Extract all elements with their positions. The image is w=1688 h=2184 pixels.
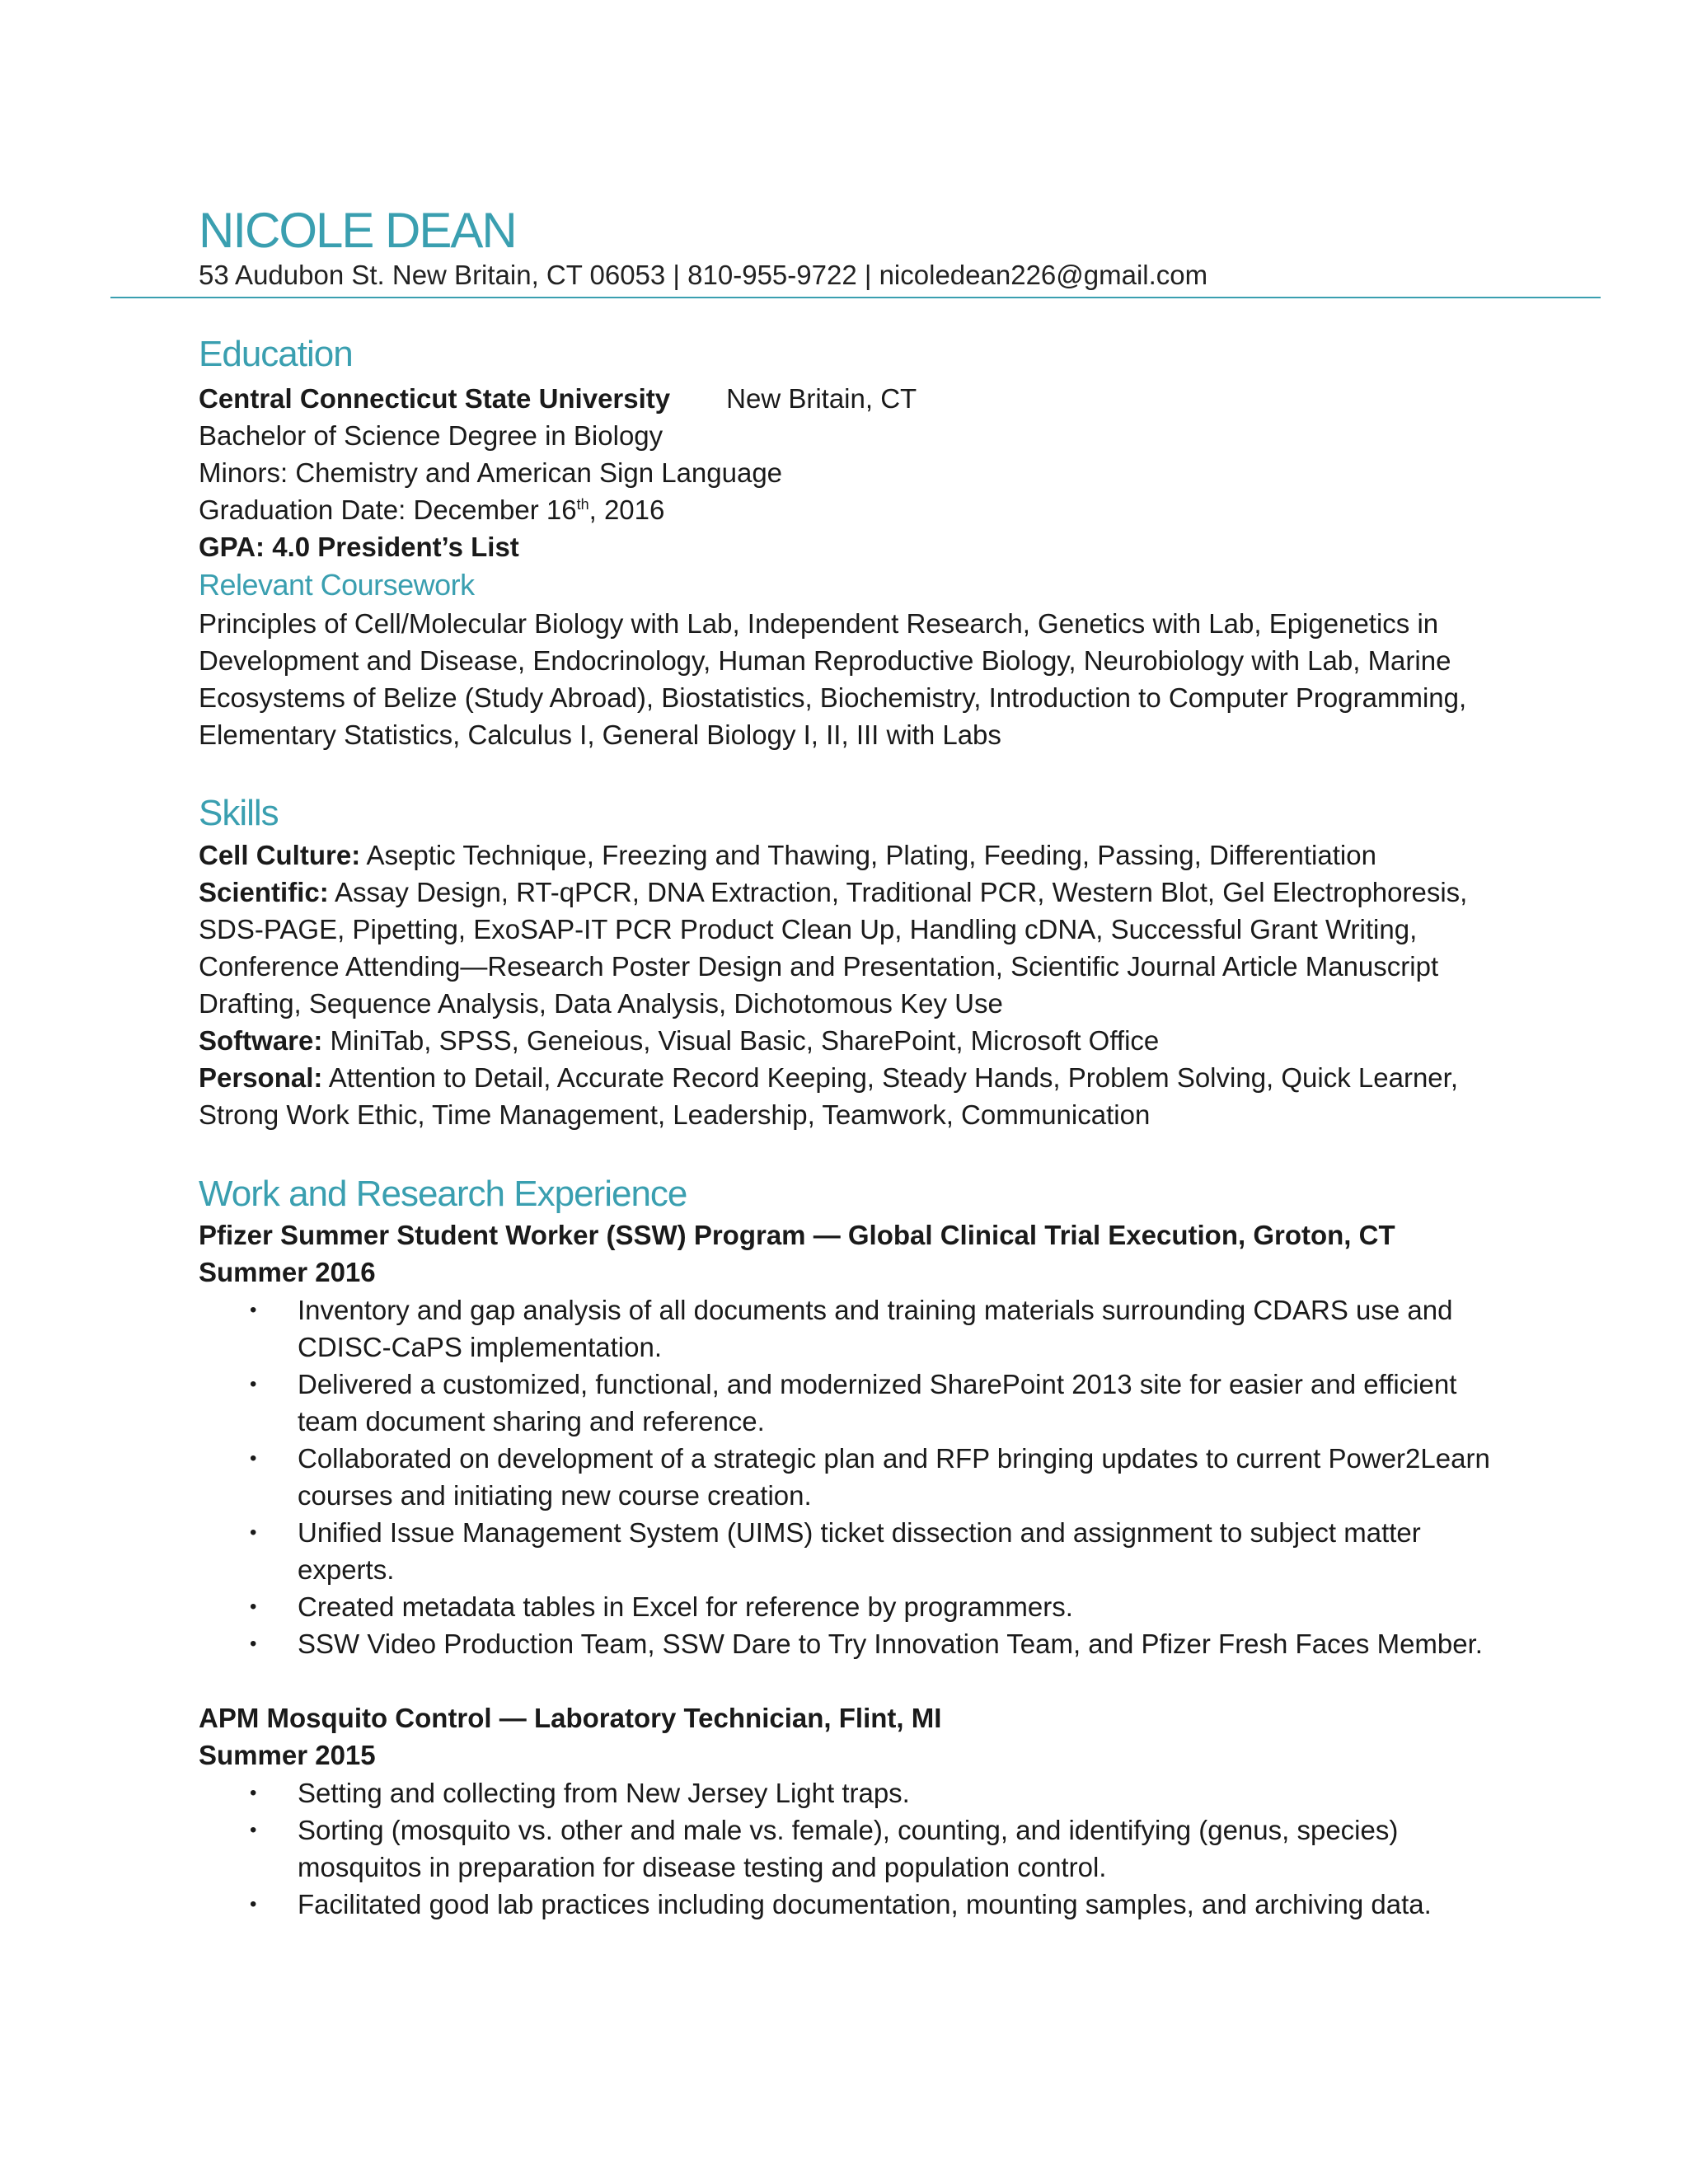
list-item xyxy=(199,1291,1501,1366)
bullet-dot-icon: • xyxy=(250,1893,257,1915)
list-item xyxy=(199,1366,1501,1440)
bullet-text: Delivered a customized, functional, and modernized SharePoint 2013 site for easier and efficient team document sharing and reference. xyxy=(298,1369,1457,1436)
section-title-education: Education xyxy=(199,334,353,374)
bullet-dot-icon: • xyxy=(250,1299,257,1321)
bullet-text: Facilitated good lab practices including documentation, mounting samples, and archiving data. xyxy=(298,1889,1432,1919)
coursework-list: Principles of Cell/Molecular Biology with Lab, Independent Research, Genetics with Lab, Epigenetics in Development and Disease, Endocrinology, Human Reproductive Biology, Neurobiology with Lab, Marine Ecosystems of Belize (Study Abroad), Biostatistics, Biochemistry, Introduction to Computer Programming, Elementary Statistics, Calculus I, General Biology I, II, III with Labs xyxy=(199,608,1467,750)
bullet-text: Setting and collecting from New Jersey Light traps. xyxy=(298,1778,910,1808)
bullet-text: Inventory and gap analysis of all documents and training materials surrounding CDARS use and CDISC-CaPS implementation. xyxy=(298,1295,1453,1362)
skill-personal xyxy=(199,1059,1501,1133)
skill-text: MiniTab, SPSS, Geneious, Visual Basic, SharePoint, Microsoft Office xyxy=(322,1025,1160,1056)
list-item xyxy=(199,1514,1501,1588)
skill-software xyxy=(199,1022,1501,1059)
list-item xyxy=(199,1774,1501,1811)
bullet-dot-icon: • xyxy=(250,1373,257,1395)
skill-text: Assay Design, RT-qPCR, DNA Extraction, Traditional PCR, Western Blot, Gel Electrophoresis, SDS-PAGE, Pipetting, ExoSAP-IT PCR Product Clean Up, Handling cDNA, Successful Grant Writing, Conference Attending—Research Poster Design and Presentation, Scientific Journal Article Manuscript Drafting, Sequence Analysis, Data Analysis, Dichotomous Key Use xyxy=(199,877,1468,1019)
skill-label: Personal: xyxy=(199,1062,323,1093)
bullet-dot-icon: • xyxy=(250,1633,257,1655)
skill-label: Cell Culture: xyxy=(199,840,361,870)
candidate-name: NICOLE DEAN xyxy=(199,203,516,258)
contact-info: 53 Audubon St. New Britain, CT 06053 | 810-955-9722 | nicoledean226@gmail.com xyxy=(199,260,1208,290)
graduation-date-main: Graduation Date: December 16 xyxy=(199,494,577,525)
skill-text: Aseptic Technique, Freezing and Thawing, Plating, Feeding, Passing, Differentiation xyxy=(360,840,1376,870)
skill-scientific xyxy=(199,874,1501,1022)
list-item xyxy=(199,1440,1501,1514)
list-item xyxy=(199,1886,1501,1923)
skill-label: Software: xyxy=(199,1025,323,1056)
job-heading: APM Mosquito Control — Laboratory Technician, Flint, MI xyxy=(199,1703,942,1733)
section-title-experience: Work and Research Experience xyxy=(199,1174,687,1214)
graduation-date-sup: th xyxy=(576,496,589,513)
minors: Minors: Chemistry and American Sign Language xyxy=(199,457,783,488)
degree: Bachelor of Science Degree in Biology xyxy=(199,420,663,451)
coursework-title: Relevant Coursework xyxy=(199,568,475,602)
bullet-dot-icon: • xyxy=(250,1819,257,1841)
education-school-line xyxy=(199,381,917,417)
job-bullet-list xyxy=(199,1291,1501,1662)
bullet-text: Collaborated on development of a strategic plan and RFP bringing updates to current Power2Learn courses and initiating new course creation. xyxy=(298,1443,1490,1511)
list-item xyxy=(199,1588,1501,1625)
list-item xyxy=(199,1811,1501,1886)
header-divider xyxy=(110,297,1601,298)
bullet-text: Unified Issue Management System (UIMS) ticket dissection and assignment to subject matter experts. xyxy=(298,1517,1421,1585)
gpa: GPA: 4.0 President’s List xyxy=(199,532,519,562)
job-period: Summer 2016 xyxy=(199,1257,376,1287)
bullet-dot-icon: • xyxy=(250,1782,257,1804)
job-bullet-list xyxy=(199,1774,1501,1923)
bullet-dot-icon: • xyxy=(250,1521,257,1544)
skill-cell-culture xyxy=(199,837,1501,874)
school-location: New Britain, CT xyxy=(726,383,917,414)
bullet-dot-icon: • xyxy=(250,1447,257,1469)
school-name: Central Connecticut State University xyxy=(199,383,671,414)
skill-text: Attention to Detail, Accurate Record Keeping, Steady Hands, Problem Solving, Quick Learner, Strong Work Ethic, Time Management, Leadership, Teamwork, Communication xyxy=(199,1062,1458,1130)
list-item xyxy=(199,1625,1501,1662)
bullet-text: Created metadata tables in Excel for reference by programmers. xyxy=(298,1591,1073,1622)
job-period: Summer 2015 xyxy=(199,1740,376,1770)
graduation-date-year: , 2016 xyxy=(588,494,665,525)
bullet-dot-icon: • xyxy=(250,1596,257,1618)
bullet-text: Sorting (mosquito vs. other and male vs. female), counting, and identifying (genus, species) mosquitos in preparation for disease testing and population control. xyxy=(298,1815,1399,1882)
skill-label: Scientific: xyxy=(199,877,329,907)
graduation-date xyxy=(199,492,664,528)
job-heading: Pfizer Summer Student Worker (SSW) Program — Global Clinical Trial Execution, Groton, CT xyxy=(199,1220,1395,1250)
section-title-skills: Skills xyxy=(199,793,279,833)
bullet-text: SSW Video Production Team, SSW Dare to Try Innovation Team, and Pfizer Fresh Faces Member. xyxy=(298,1629,1483,1659)
